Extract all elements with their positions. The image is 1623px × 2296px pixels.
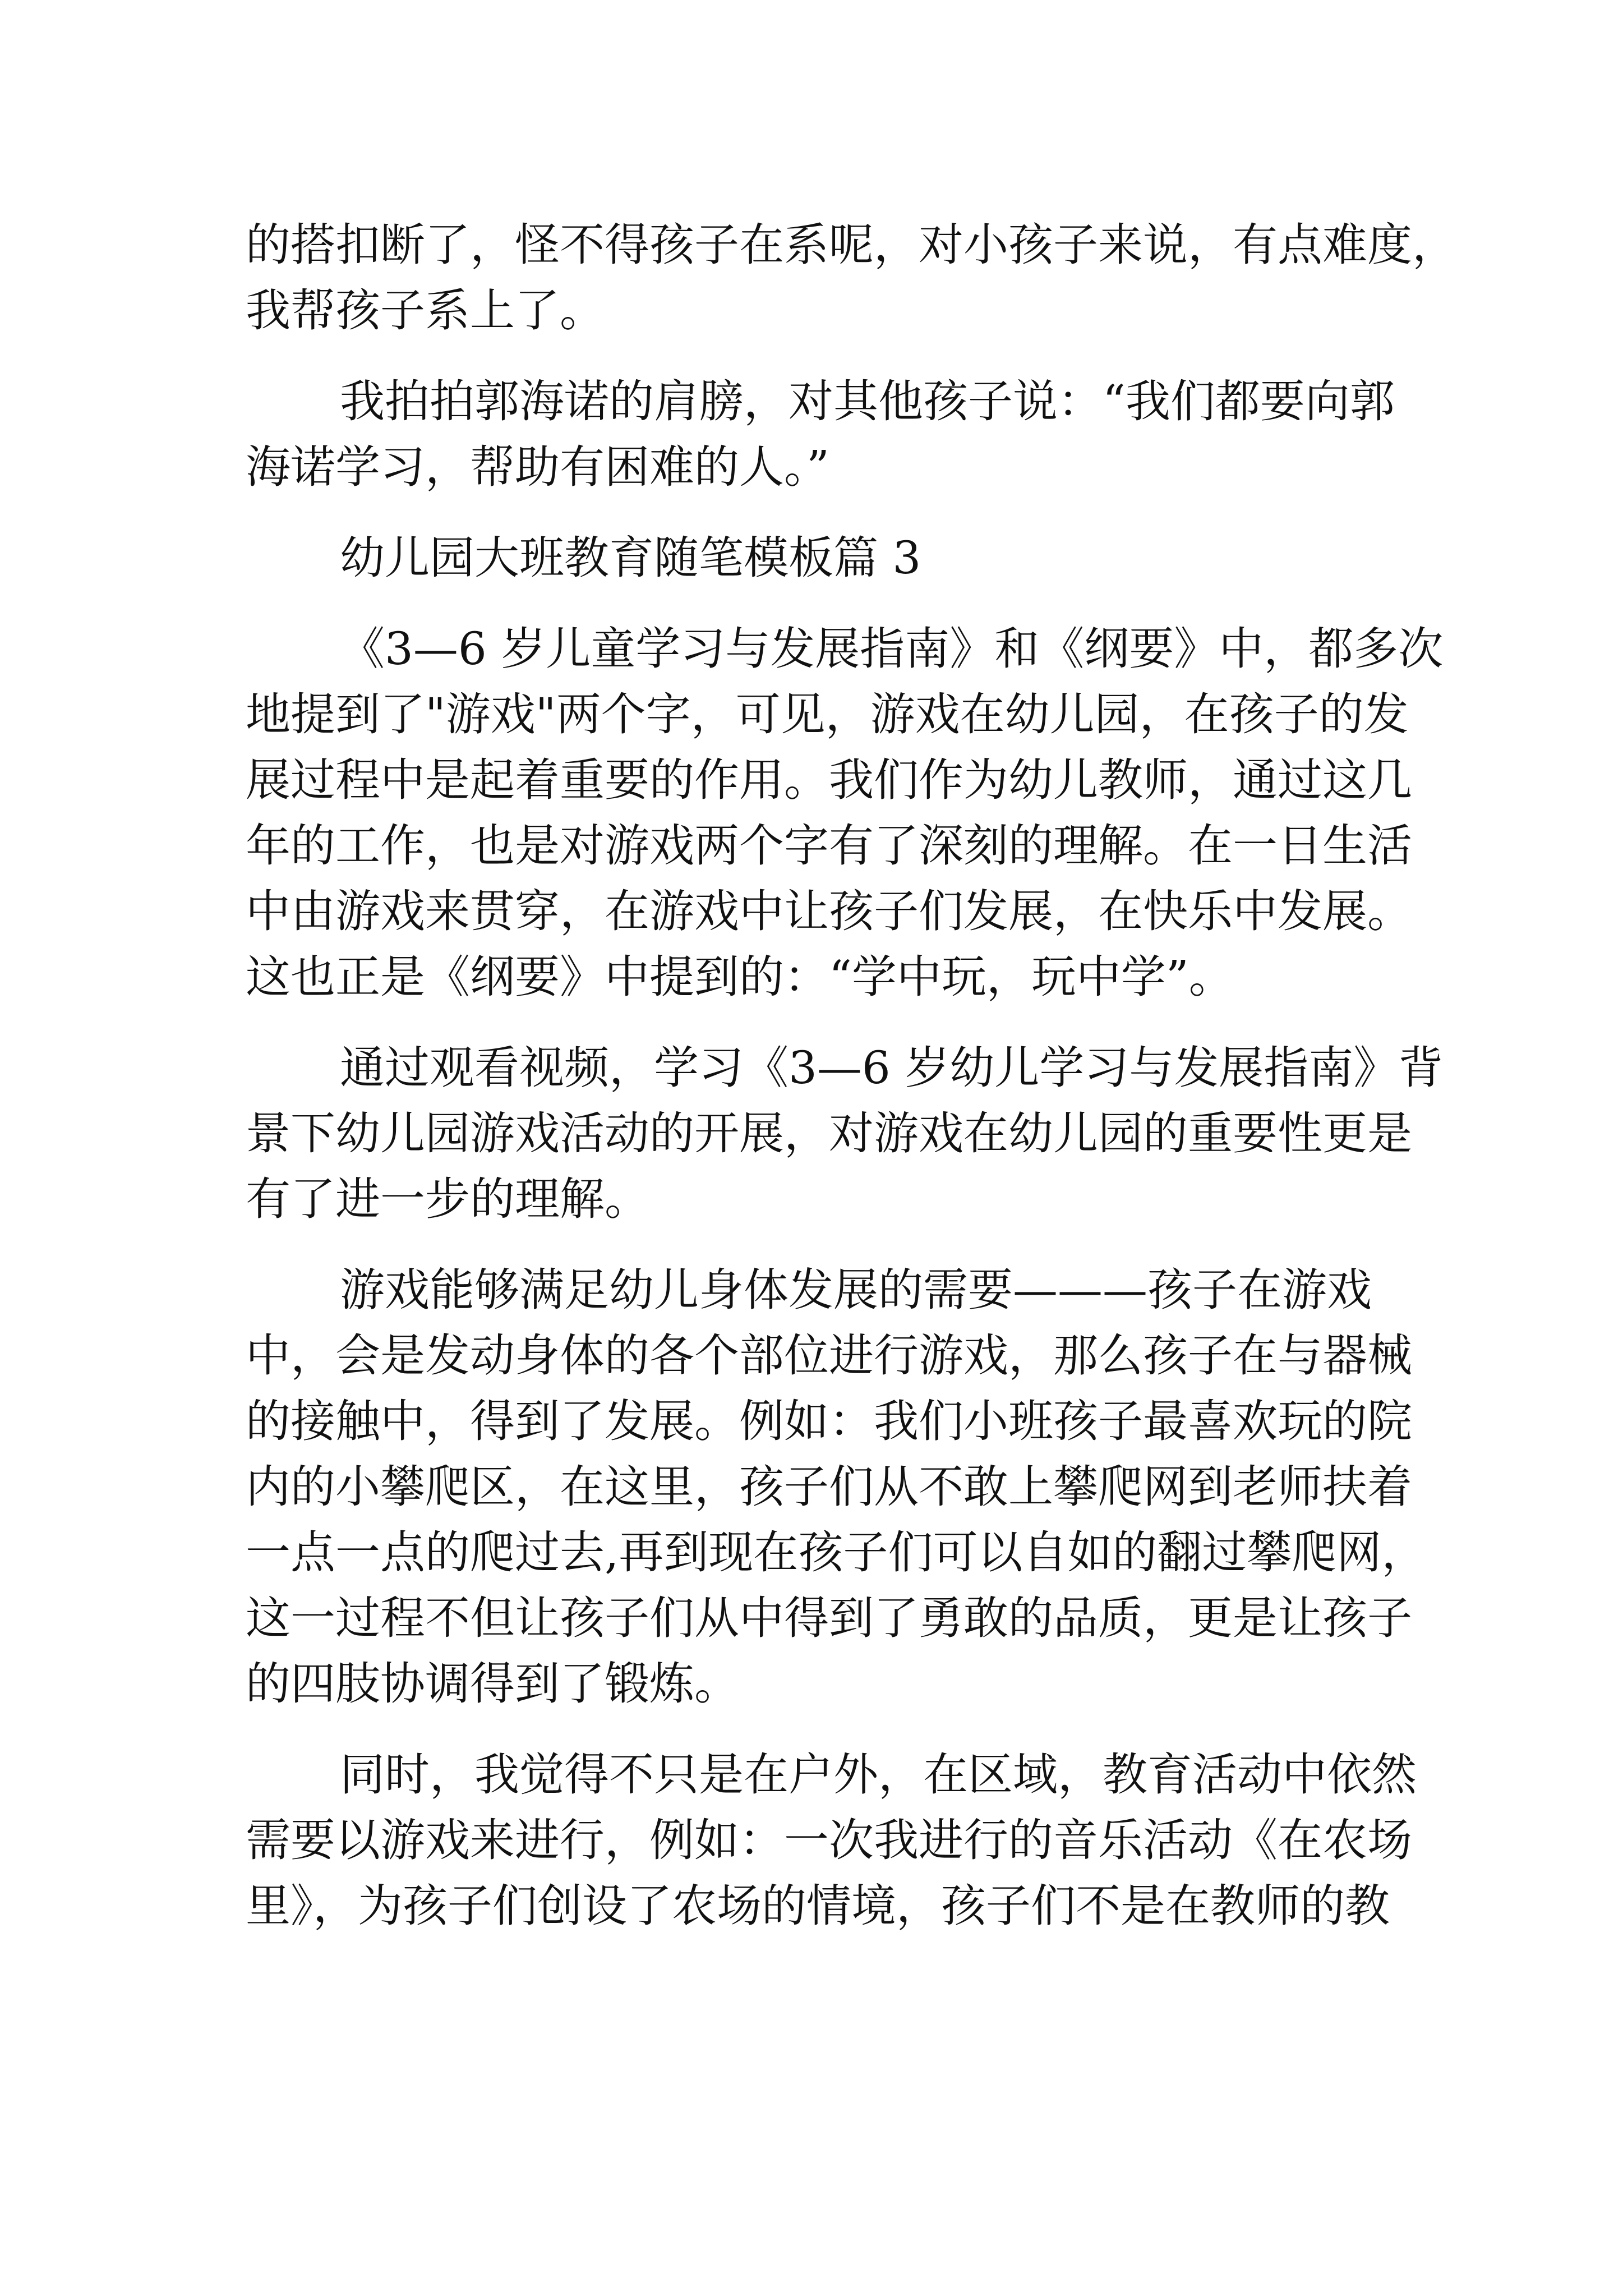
text-line: 海诺学习，帮助有困难的人。”: [246, 441, 829, 493]
paragraph-start-line: 《3—6 岁儿童学习与发展指南》和《纲要》中，都多次: [340, 623, 1444, 675]
text-line: 中，会是发动身体的各个部位进行游戏，那么孩子在与器械: [246, 1329, 1412, 1382]
paragraph-start-line: 同时，我觉得不只是在户外，在区域，教育活动中依然: [340, 1749, 1417, 1801]
text-line: 的搭扣断了，怪不得孩子在系呢，对小孩子来说，有点难度，: [246, 219, 1457, 271]
text-line: 展过程中是起着重要的作用。我们作为幼儿教师，通过这几: [246, 754, 1412, 806]
paragraph-start-line: 游戏能够满足幼儿身体发展的需要———孩子在游戏: [340, 1264, 1372, 1316]
section-heading: 幼儿园大班教育随笔模板篇 3: [340, 532, 921, 584]
text-line: 地提到了"游戏"两个字，可见，游戏在幼儿园，在孩子的发: [246, 688, 1409, 740]
text-line: 的接触中，得到了发展。例如：我们小班孩子最喜欢玩的院: [246, 1395, 1412, 1447]
paragraph-start-line: 通过观看视频，学习《3—6 岁幼儿学习与发展指南》背: [340, 1042, 1444, 1094]
text-line: 有了进一步的理解。: [246, 1173, 649, 1225]
text-line: 景下幼儿园游戏活动的开展，对游戏在幼儿园的重要性更是: [246, 1107, 1412, 1159]
text-line: 需要以游戏来进行，例如：一次我进行的音乐活动《在农场: [246, 1814, 1412, 1866]
text-line: 这也正是《纲要》中提到的：“学中玩，玩中学”。: [246, 951, 1234, 1003]
text-line: 这一过程不但让孩子们从中得到了勇敢的品质，更是让孩子: [246, 1592, 1412, 1644]
text-line: 我帮孩子系上了。: [246, 284, 605, 337]
text-line: 中由游戏来贯穿，在游戏中让孩子们发展，在快乐中发展。: [246, 885, 1412, 937]
text-line: 里》，为孩子们创设了农场的情境，孩子们不是在教师的教: [246, 1880, 1390, 1932]
text-line: 年的工作，也是对游戏两个字有了深刻的理解。在一日生活: [246, 820, 1412, 872]
paragraph-start-line: 我拍拍郭海诺的肩膀，对其他孩子说：“我们都要向郭: [340, 375, 1395, 427]
text-line: 一点一点的爬过去,再到现在孩子们可以自如的翻过攀爬网，: [246, 1526, 1427, 1579]
text-line: 内的小攀爬区，在这里，孩子们从不敢上攀爬网到老师扶着: [246, 1461, 1412, 1513]
text-line: 的四肢协调得到了锻炼。: [246, 1658, 739, 1710]
document-body: [246, 212, 1457, 1939]
